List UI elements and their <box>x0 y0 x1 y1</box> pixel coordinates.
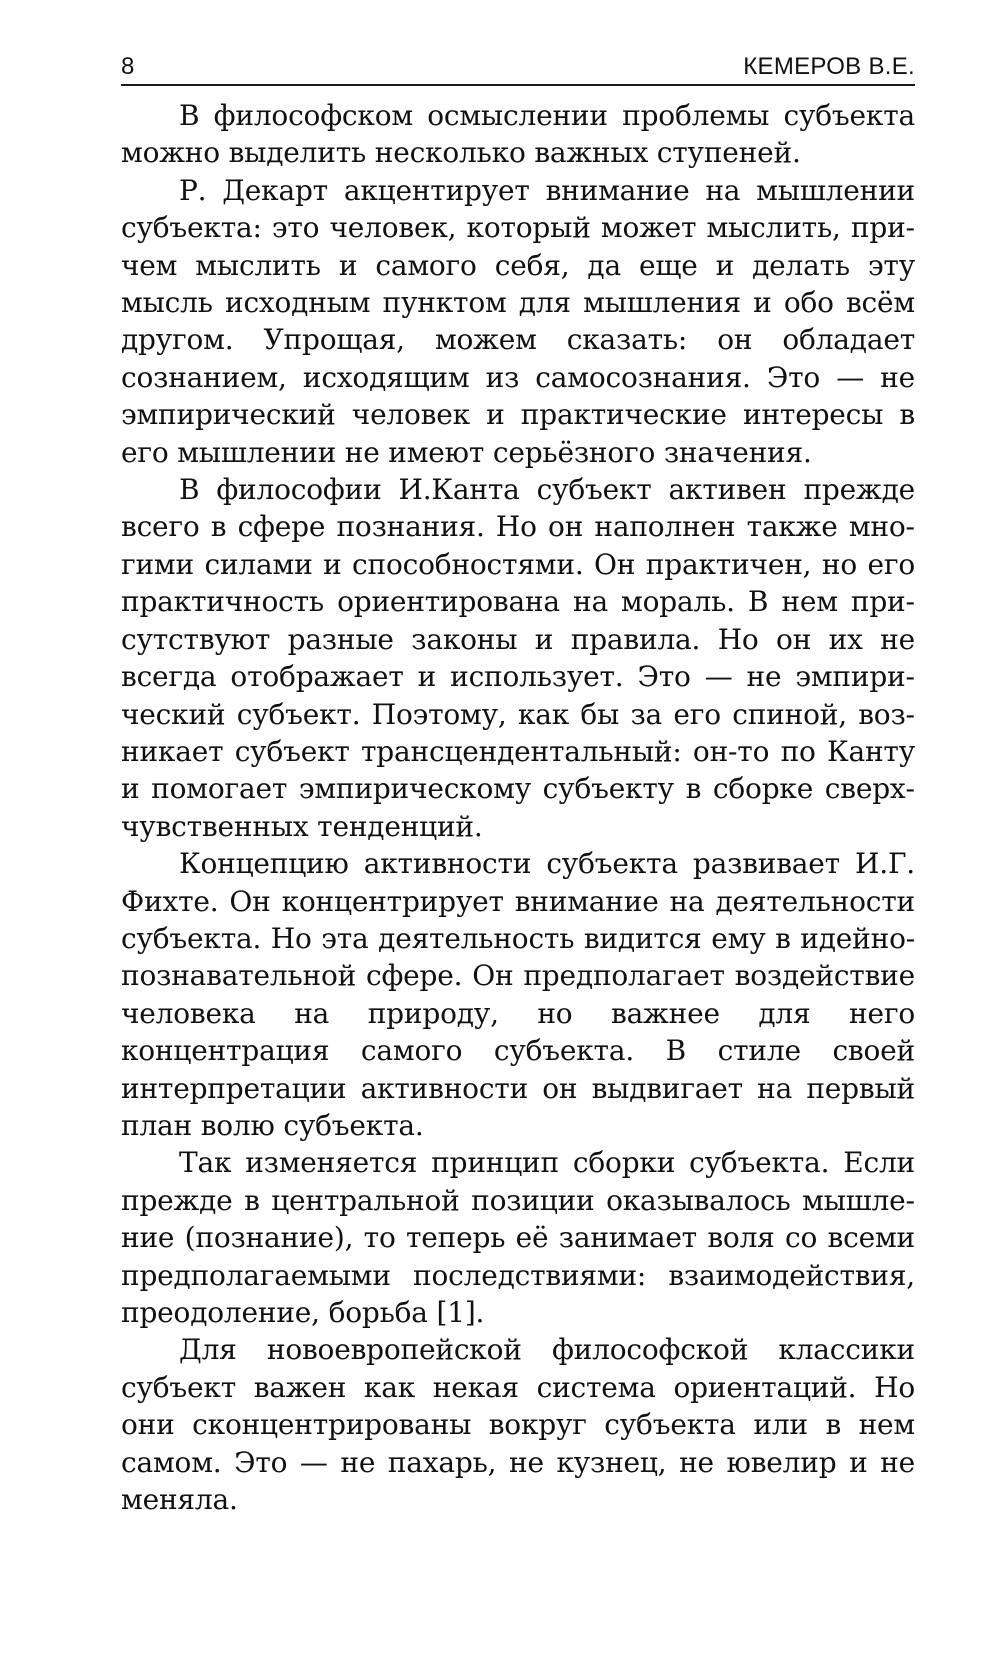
page-number: 8 <box>121 53 135 80</box>
paragraph-6: Для новоевропейской философской классики субъект важен как некая система ориентаций. Но они сконцентрированы вокруг субъекта или в нем самом. Это — не пахарь, не кузнец, не ювелир и не меняла. <box>121 1333 915 1517</box>
running-header <box>121 50 915 86</box>
paragraph-2: Р. Декарт акцентирует внимание на мышлении субъекта: это человек, который может мыслить, причем мыслить и самого себя, да еще и делать эту мысль исходным пунктом для мышления и обо всём другом. Упрощая, можем сказать: он обладает сознанием, исходящим из самосознания. Это — не эмпирический человек и практические интересы в его мышлении не имеют серьёзного значения. <box>121 173 915 469</box>
paragraph-3: В философии И.Канта субъект активен прежде всего в сфере познания. Но он наполнен также многими силами и способностями. Он практичен, но его практичность ориентирована на мораль. В нем присутствуют разные законы и правила. Но он их не всегда отображает и использует. Это — не эмпирический субъект. Поэтому, как бы за его спиной, возникает субъект трансцендентальный: он-то по Канту и помогает эмпирическому субъекту в сборке сверхчувственных тенденций. <box>121 473 915 843</box>
paragraph-4: Концепцию активности субъекта развивает И.Г. Фихте. Он концентрирует внимание на деятельности субъекта. Но эта деятельность видится ему в идейно-познавательной сфере. Он предполагает воздействие человека на природу, но важнее для него концентрация самого субъекта. В стиле своей интерпретации активности он выдвигает на первый план волю субъекта. <box>121 847 915 1142</box>
paragraph-5: Так изменяется принцип сборки субъекта. Если прежде в центральной позиции оказывалось мышление (познание), то теперь её занимает воля со всеми предполагаемыми последствиями: взаимодействия, преодоление, борьба [1]. <box>121 1146 915 1329</box>
author-name: КЕМЕРОВ В.Е. <box>743 53 915 80</box>
main-text <box>121 97 915 1518</box>
paragraph-1: В философском осмыслении проблемы субъекта можно выделить несколько важных ступеней. <box>121 99 915 170</box>
